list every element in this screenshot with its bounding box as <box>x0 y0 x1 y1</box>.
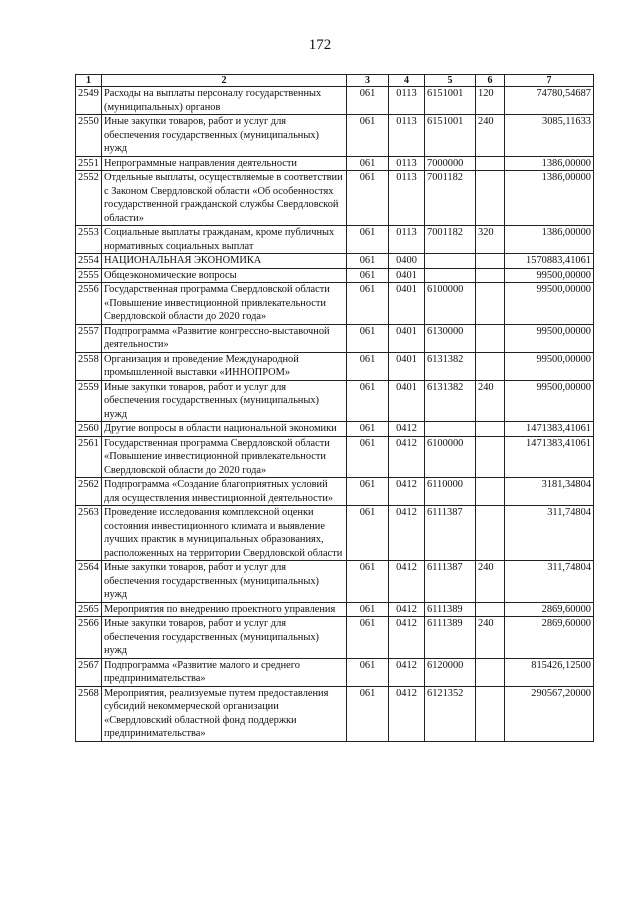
expense-type-code-cell: 120 <box>476 87 505 115</box>
expense-type-code-cell <box>476 436 505 478</box>
article-code-cell: 6131382 <box>425 380 476 422</box>
expense-type-code-cell <box>476 268 505 283</box>
expense-name-cell: Общеэкономические вопросы <box>102 268 347 283</box>
expense-type-code-cell <box>476 283 505 325</box>
expense-type-code-cell <box>476 324 505 352</box>
table-row <box>76 478 594 506</box>
article-code-cell <box>425 422 476 437</box>
section-code-cell: 0412 <box>389 436 425 478</box>
section-code-cell: 0401 <box>389 352 425 380</box>
row-number-cell: 2551 <box>76 156 102 171</box>
expense-name-cell: Иные закупки товаров, работ и услуг для обеспечения государственных (муниципальных) нужд <box>102 561 347 603</box>
section-code-cell: 0412 <box>389 686 425 741</box>
amount-cell: 99500,00000 <box>505 324 594 352</box>
expense-name-cell: Мероприятия, реализуемые путем предоставления субсидий некоммерческой организации «Свердловский областной фонд поддержки предпринимательства» <box>102 686 347 741</box>
expense-type-code-cell <box>476 478 505 506</box>
table-row <box>76 658 594 686</box>
row-number-cell: 2563 <box>76 506 102 561</box>
expense-name-cell: Государственная программа Свердловской области «Повышение инвестиционной привлекательности Свердловской области до 2020 года» <box>102 283 347 325</box>
table-row <box>76 561 594 603</box>
row-number-cell: 2552 <box>76 171 102 226</box>
table-row <box>76 352 594 380</box>
row-number-cell: 2558 <box>76 352 102 380</box>
article-code-cell: 6111387 <box>425 561 476 603</box>
admin-code-cell: 061 <box>347 226 389 254</box>
row-number-cell: 2556 <box>76 283 102 325</box>
amount-cell: 1471383,41061 <box>505 422 594 437</box>
table-row <box>76 115 594 157</box>
amount-cell: 99500,00000 <box>505 268 594 283</box>
expense-type-code-cell <box>476 686 505 741</box>
expense-name-cell: Непрограммные направления деятельности <box>102 156 347 171</box>
row-number-cell: 2549 <box>76 87 102 115</box>
article-code-cell <box>425 254 476 269</box>
header-cell-1: 1 <box>76 75 102 87</box>
admin-code-cell: 061 <box>347 283 389 325</box>
amount-cell: 99500,00000 <box>505 352 594 380</box>
article-code-cell: 6110000 <box>425 478 476 506</box>
article-code-cell: 7001182 <box>425 226 476 254</box>
table-row <box>76 156 594 171</box>
table-row <box>76 226 594 254</box>
article-code-cell: 6120000 <box>425 658 476 686</box>
row-number-cell: 2553 <box>76 226 102 254</box>
table-row <box>76 283 594 325</box>
header-row <box>76 75 594 87</box>
amount-cell: 311,74804 <box>505 506 594 561</box>
section-code-cell: 0400 <box>389 254 425 269</box>
row-number-cell: 2557 <box>76 324 102 352</box>
article-code-cell: 6151001 <box>425 87 476 115</box>
expense-type-code-cell: 240 <box>476 617 505 659</box>
expense-name-cell: Отдельные выплаты, осуществляемые в соответствии с Законом Свердловской области «Об особенностях государственной гражданской службы Свердловской области» <box>102 171 347 226</box>
amount-cell: 1386,00000 <box>505 226 594 254</box>
expense-type-code-cell: 240 <box>476 380 505 422</box>
article-code-cell: 6111387 <box>425 506 476 561</box>
expense-name-cell: Иные закупки товаров, работ и услуг для обеспечения государственных (муниципальных) нужд <box>102 115 347 157</box>
section-code-cell: 0412 <box>389 602 425 617</box>
table-row <box>76 506 594 561</box>
table-row <box>76 268 594 283</box>
admin-code-cell: 061 <box>347 422 389 437</box>
article-code-cell: 7001182 <box>425 171 476 226</box>
expense-name-cell: Государственная программа Свердловской области «Повышение инвестиционной привлекательности Свердловской области до 2020 года» <box>102 436 347 478</box>
admin-code-cell: 061 <box>347 156 389 171</box>
section-code-cell: 0401 <box>389 380 425 422</box>
admin-code-cell: 061 <box>347 478 389 506</box>
row-number-cell: 2567 <box>76 658 102 686</box>
admin-code-cell: 061 <box>347 352 389 380</box>
section-code-cell: 0412 <box>389 658 425 686</box>
article-code-cell: 6111389 <box>425 602 476 617</box>
article-code-cell: 6121352 <box>425 686 476 741</box>
table-body <box>76 87 594 742</box>
table-row <box>76 686 594 741</box>
expense-type-code-cell <box>476 602 505 617</box>
row-number-cell: 2550 <box>76 115 102 157</box>
row-number-cell: 2562 <box>76 478 102 506</box>
table-row <box>76 422 594 437</box>
section-code-cell: 0113 <box>389 87 425 115</box>
header-cell-6: 6 <box>476 75 505 87</box>
row-number-cell: 2560 <box>76 422 102 437</box>
budget-table <box>75 74 594 742</box>
article-code-cell: 6131382 <box>425 352 476 380</box>
expense-name-cell: Другие вопросы в области национальной экономики <box>102 422 347 437</box>
row-number-cell: 2554 <box>76 254 102 269</box>
expense-type-code-cell <box>476 422 505 437</box>
table-row <box>76 254 594 269</box>
expense-type-code-cell <box>476 254 505 269</box>
amount-cell: 3181,34804 <box>505 478 594 506</box>
expense-type-code-cell <box>476 171 505 226</box>
amount-cell: 1570883,41061 <box>505 254 594 269</box>
admin-code-cell: 061 <box>347 602 389 617</box>
section-code-cell: 0401 <box>389 283 425 325</box>
amount-cell: 2869,60000 <box>505 617 594 659</box>
article-code-cell: 6100000 <box>425 283 476 325</box>
admin-code-cell: 061 <box>347 87 389 115</box>
section-code-cell: 0401 <box>389 268 425 283</box>
amount-cell: 2869,60000 <box>505 602 594 617</box>
expense-type-code-cell <box>476 156 505 171</box>
table-row <box>76 380 594 422</box>
admin-code-cell: 061 <box>347 617 389 659</box>
admin-code-cell: 061 <box>347 115 389 157</box>
expense-type-code-cell <box>476 658 505 686</box>
expense-name-cell: Подпрограмма «Развитие малого и среднего предпринимательства» <box>102 658 347 686</box>
article-code-cell: 6100000 <box>425 436 476 478</box>
row-number-cell: 2566 <box>76 617 102 659</box>
expense-name-cell: НАЦИОНАЛЬНАЯ ЭКОНОМИКА <box>102 254 347 269</box>
expense-type-code-cell: 240 <box>476 561 505 603</box>
section-code-cell: 0113 <box>389 226 425 254</box>
amount-cell: 99500,00000 <box>505 380 594 422</box>
expense-name-cell: Иные закупки товаров, работ и услуг для обеспечения государственных (муниципальных) нужд <box>102 380 347 422</box>
article-code-cell: 6151001 <box>425 115 476 157</box>
section-code-cell: 0412 <box>389 561 425 603</box>
section-code-cell: 0412 <box>389 617 425 659</box>
header-cell-3: 3 <box>347 75 389 87</box>
table-row <box>76 617 594 659</box>
row-number-cell: 2555 <box>76 268 102 283</box>
table-row <box>76 602 594 617</box>
expense-name-cell: Иные закупки товаров, работ и услуг для обеспечения государственных (муниципальных) нужд <box>102 617 347 659</box>
section-code-cell: 0412 <box>389 422 425 437</box>
table-row <box>76 87 594 115</box>
expense-name-cell: Расходы на выплаты персоналу государственных (муниципальных) органов <box>102 87 347 115</box>
expense-name-cell: Проведение исследования комплексной оценки состояния инвестиционного климата и выявление лучших практик в муниципальных образованиях, расположенных на территории Свердловской области <box>102 506 347 561</box>
amount-cell: 815426,12500 <box>505 658 594 686</box>
table-row <box>76 436 594 478</box>
row-number-cell: 2568 <box>76 686 102 741</box>
article-code-cell: 7000000 <box>425 156 476 171</box>
header-cell-5: 5 <box>425 75 476 87</box>
expense-type-code-cell <box>476 506 505 561</box>
admin-code-cell: 061 <box>347 436 389 478</box>
amount-cell: 290567,20000 <box>505 686 594 741</box>
expense-type-code-cell <box>476 352 505 380</box>
section-code-cell: 0113 <box>389 156 425 171</box>
header-cell-7: 7 <box>505 75 594 87</box>
section-code-cell: 0401 <box>389 324 425 352</box>
row-number-cell: 2565 <box>76 602 102 617</box>
table-row <box>76 171 594 226</box>
admin-code-cell: 061 <box>347 380 389 422</box>
admin-code-cell: 061 <box>347 686 389 741</box>
page-number: 172 <box>308 37 332 53</box>
section-code-cell: 0412 <box>389 506 425 561</box>
table-row <box>76 324 594 352</box>
article-code-cell: 6130000 <box>425 324 476 352</box>
expense-name-cell: Социальные выплаты гражданам, кроме публичных нормативных социальных выплат <box>102 226 347 254</box>
admin-code-cell: 061 <box>347 171 389 226</box>
row-number-cell: 2564 <box>76 561 102 603</box>
header-cell-4: 4 <box>389 75 425 87</box>
section-code-cell: 0113 <box>389 115 425 157</box>
amount-cell: 1471383,41061 <box>505 436 594 478</box>
amount-cell: 74780,54687 <box>505 87 594 115</box>
amount-cell: 1386,00000 <box>505 156 594 171</box>
article-code-cell <box>425 268 476 283</box>
amount-cell: 311,74804 <box>505 561 594 603</box>
expense-name-cell: Подпрограмма «Создание благоприятных условий для осуществления инвестиционной деятельности» <box>102 478 347 506</box>
expense-name-cell: Организация и проведение Международной промышленной выставки «ИННОПРОМ» <box>102 352 347 380</box>
row-number-cell: 2561 <box>76 436 102 478</box>
expense-type-code-cell: 320 <box>476 226 505 254</box>
expense-type-code-cell: 240 <box>476 115 505 157</box>
header-cell-2: 2 <box>102 75 347 87</box>
admin-code-cell: 061 <box>347 561 389 603</box>
section-code-cell: 0412 <box>389 478 425 506</box>
admin-code-cell: 061 <box>347 658 389 686</box>
amount-cell: 99500,00000 <box>505 283 594 325</box>
admin-code-cell: 061 <box>347 254 389 269</box>
amount-cell: 3085,11633 <box>505 115 594 157</box>
admin-code-cell: 061 <box>347 506 389 561</box>
article-code-cell: 6111389 <box>425 617 476 659</box>
amount-cell: 1386,00000 <box>505 171 594 226</box>
expense-name-cell: Подпрограмма «Развитие конгрессно-выставочной деятельности» <box>102 324 347 352</box>
admin-code-cell: 061 <box>347 324 389 352</box>
row-number-cell: 2559 <box>76 380 102 422</box>
section-code-cell: 0113 <box>389 171 425 226</box>
admin-code-cell: 061 <box>347 268 389 283</box>
expense-name-cell: Мероприятия по внедрению проектного управления <box>102 602 347 617</box>
